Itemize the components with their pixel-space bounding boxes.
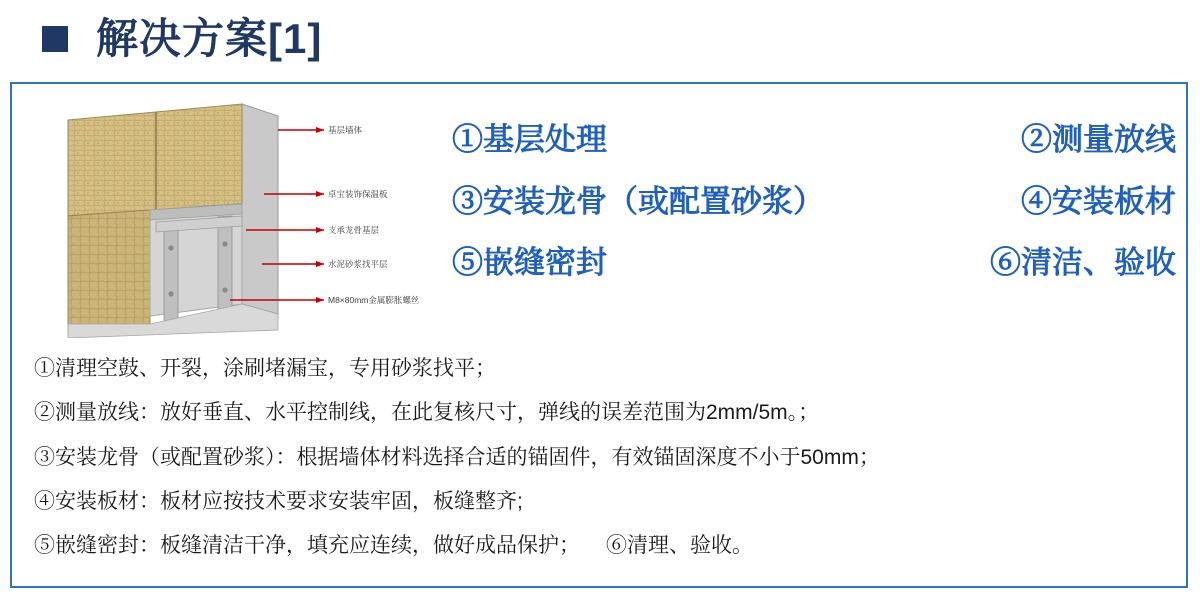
- figure-label-4: M8×80mm金属膨胀螺丝: [328, 295, 420, 305]
- wall-insulation-diagram: [32, 98, 432, 338]
- detail-line-4: ④安装板材：板材应按技术要求安装牢固，板缝整齐;: [34, 489, 523, 513]
- figure-label-2: 支承龙骨基层: [328, 225, 380, 235]
- title-text: 解决方案[1]: [96, 15, 323, 62]
- step-1: ①基层处理: [452, 122, 607, 157]
- page-title: [0, 8, 322, 70]
- detail-line-5: [34, 533, 1172, 559]
- step-3: ③安装龙骨（或配置砂浆）: [452, 183, 824, 219]
- figure-label-0: 基层墙体: [328, 125, 363, 135]
- content-panel: [10, 82, 1188, 588]
- step-5: ⑤嵌缝密封: [452, 245, 607, 281]
- detail-line-2: ②测量放线：放好垂直、水平控制线，在此复核尺寸，弹线的误差范围为2mm/5m。；: [34, 401, 820, 425]
- figure-label-1: 卓宝装饰保温板: [328, 189, 388, 199]
- title-bullet-icon: [42, 26, 68, 52]
- detail-line-5-text: ⑤嵌缝密封：板缝清洁干净，填充应连续，做好成品保护；: [34, 534, 580, 557]
- step-2: ②测量放线: [1021, 122, 1176, 157]
- step-6: ⑥清洁、验收: [990, 245, 1176, 281]
- details-list: [34, 356, 1172, 559]
- detail-line-3: ③安装龙骨（或配置砂浆）：根据墙体材料选择合适的锚固件，有效锚固深度不小于50mm；: [34, 445, 880, 469]
- steps-grid: [452, 122, 1176, 281]
- detail-line-6-text: ⑥清理、验收。: [606, 534, 753, 557]
- step-4: ④安装板材: [1021, 183, 1176, 219]
- figure-label-3: 水泥砂浆找平层: [328, 259, 388, 269]
- detail-line-1: ①清理空鼓、开裂，涂刷堵漏宝，专用砂浆找平；: [34, 357, 496, 380]
